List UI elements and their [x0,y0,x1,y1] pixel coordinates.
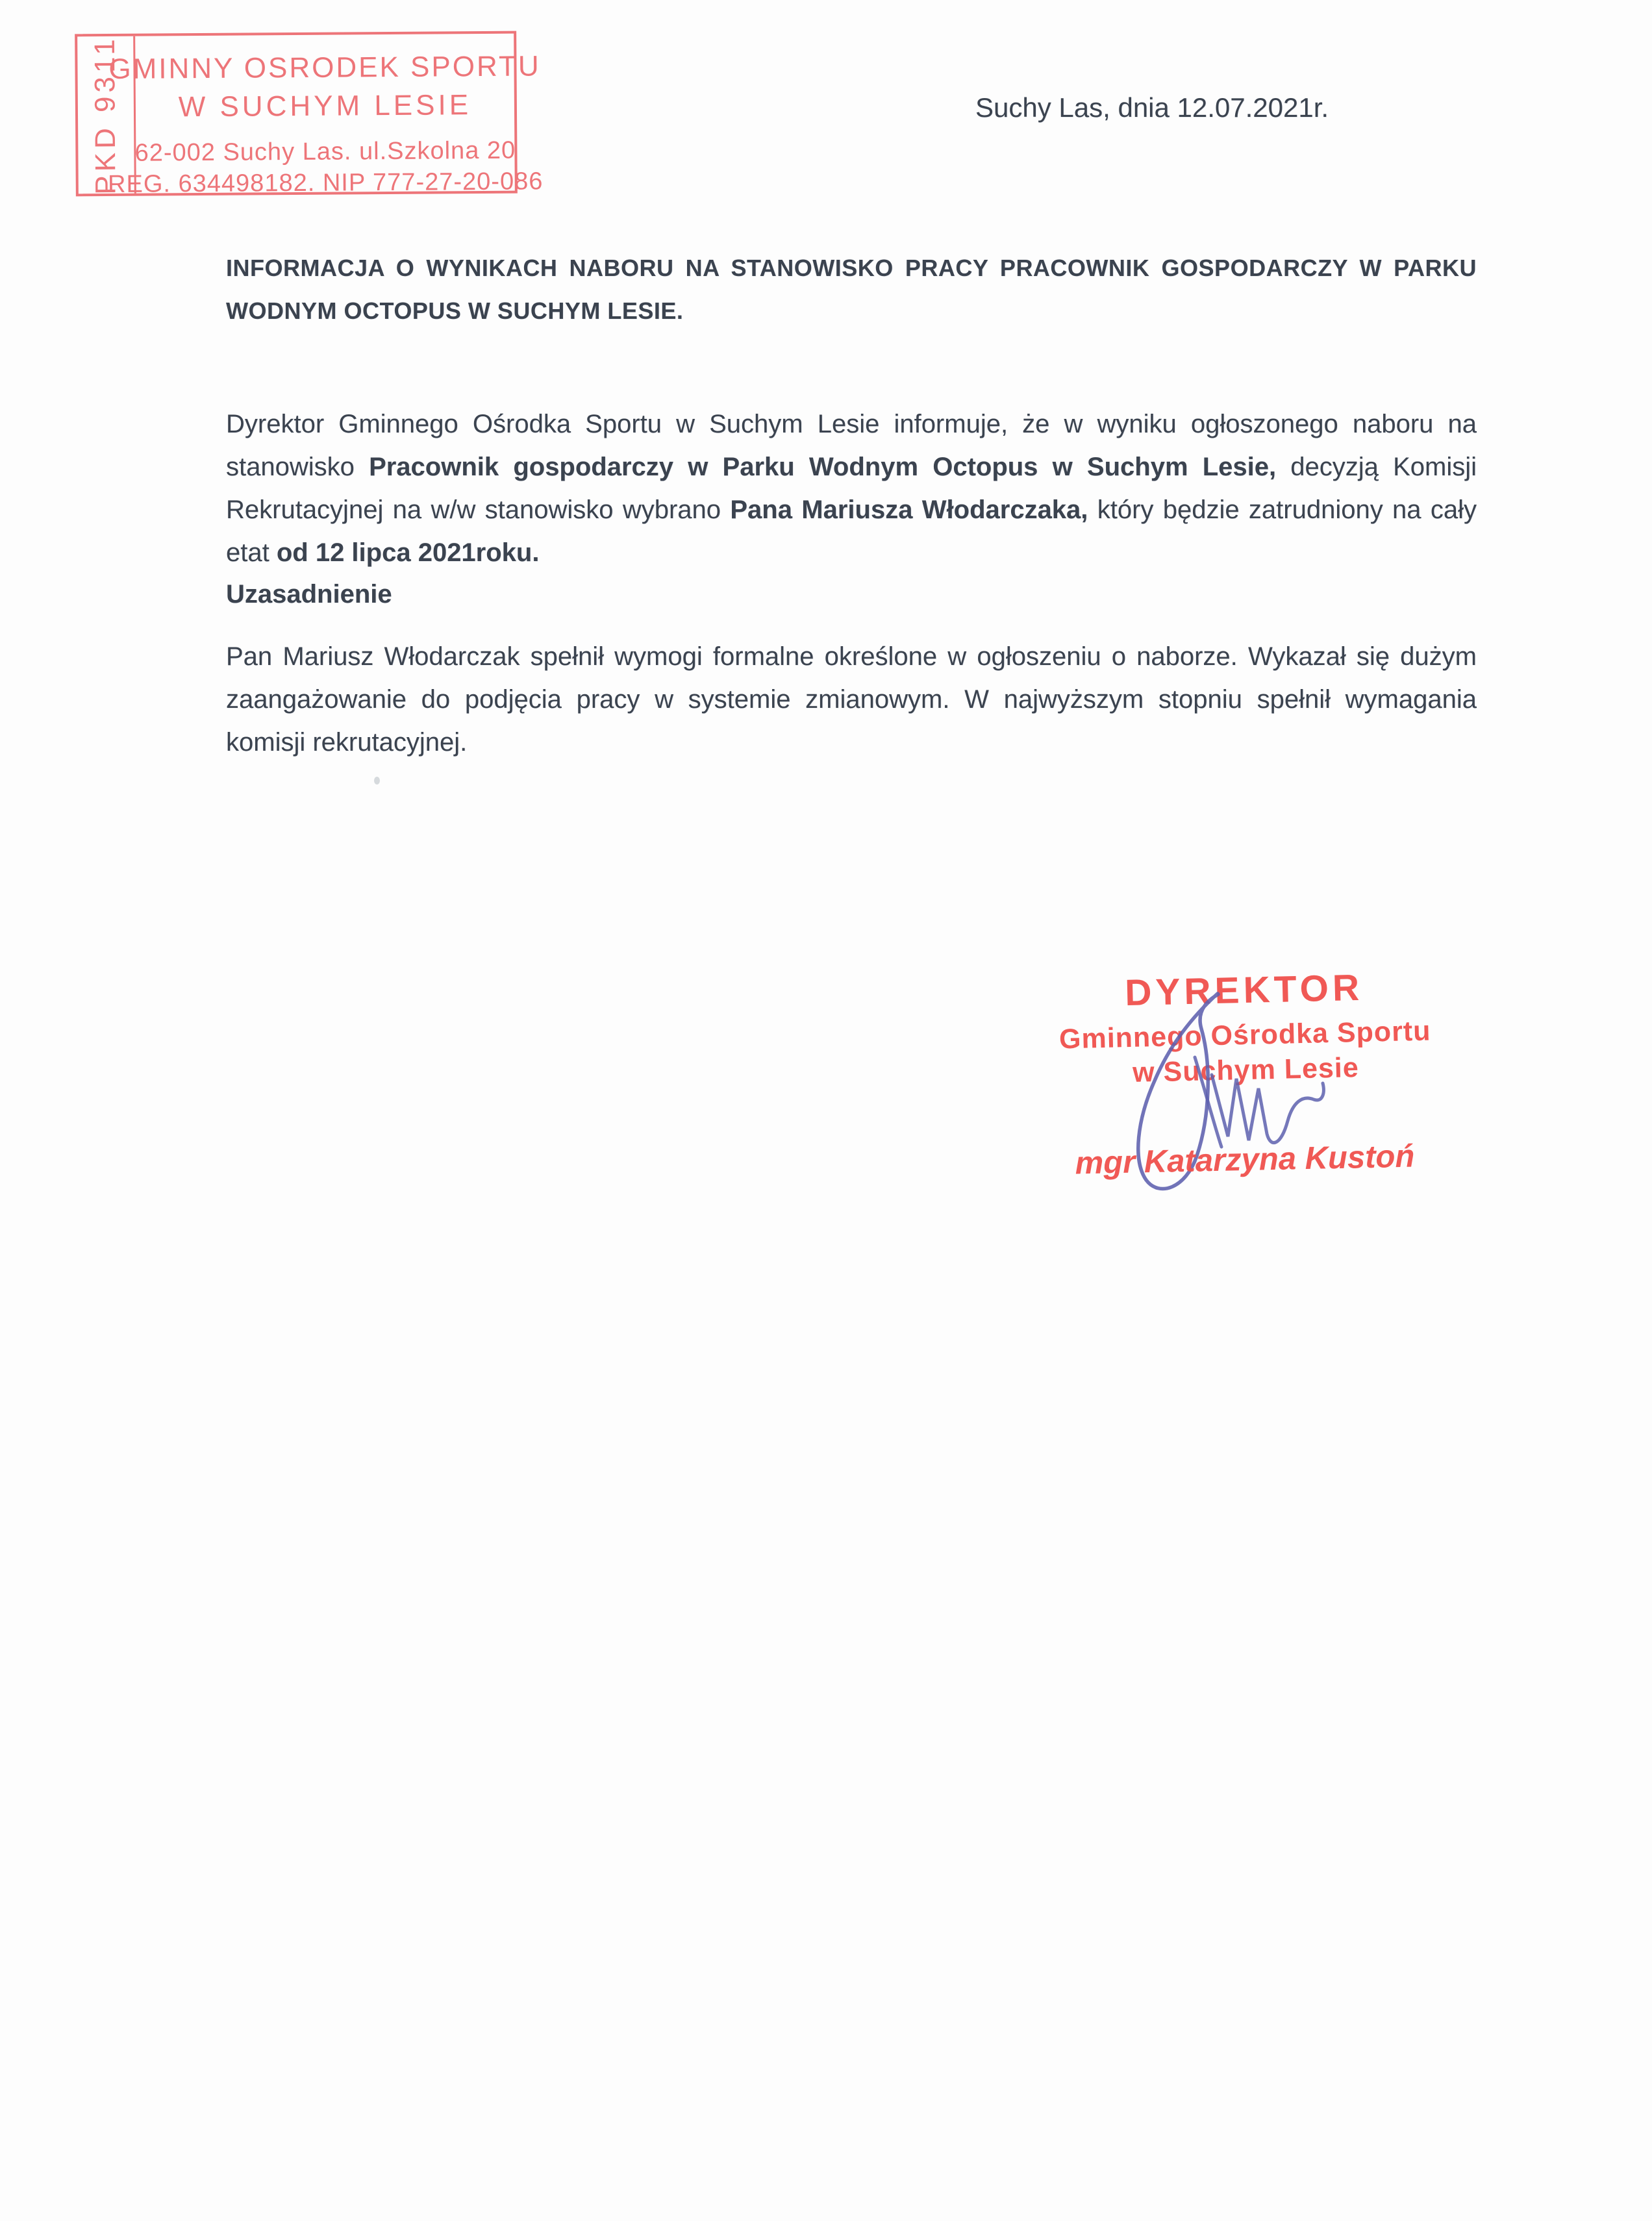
director-stamp-title: DYREKTOR [1124,966,1364,1014]
pkd-code-text: PKD 9311 [89,35,122,195]
director-stamp-org: Gminnego Ośrodka Sportu [1058,1015,1431,1055]
p1-text-1: Dyrektor Gminnego Ośrodka Sportu w Suchym Lesie informuje, że w wyniku ogłoszonego naboru na stanowisko [226,410,1477,481]
office-stamp [75,31,544,199]
paragraph-announcement [226,403,1477,574]
p1-text-2: decyzją Komisji Rekrutacyjnej na w/w stanowisko wybrano [226,453,1477,524]
office-stamp-body [107,34,544,199]
section-heading-uzasadnienie: Uzasadnienie [226,580,392,609]
p1-name-bold: Pana Mariusza Włodarczaka, [730,496,1088,524]
p1-date-bold: od 12 lipca 2021roku. [276,538,540,567]
director-stamp-place: w Suchym Lesie [1132,1052,1360,1088]
scan-speck [374,777,380,784]
signature-zigzag [1195,1057,1323,1147]
stamp-address: 62-002 Suchy Las. ul.Szkolna 20 [134,136,516,167]
stamp-org-line1: GMINNY OSRODEK SPORTU [108,50,541,86]
stamp-reg-nip: REG. 634498182. NIP 777-27-20-086 [107,168,544,199]
date-line: Suchy Las, dnia 12.07.2021r. [975,92,1329,123]
signer-name: mgr Katarzyna Kustoń [1075,1138,1415,1181]
p1-text-3: który będzie zatrudniony na cały etat [226,496,1477,567]
paragraph-justification: Pan Mariusz Włodarczak spełnił wymogi formalne określone w ogłoszeniu o naborze. Wykazał się dużym zaangażowanie do podjęcia pracy w systemie zmianowym. W najwyższym stopniu spełnił wymagania komisji rekrutacyjnej. [226,642,1477,757]
stamp-org-line2: W SUCHYM LESIE [178,89,472,123]
document-title: INFORMACJA O WYNIKACH NABORU NA STANOWISKO PRACY PRACOWNIK GOSPODARCZY W PARKU WODNYM OCTOPUS W SUCHYM LESIE. [226,255,1477,324]
p1-position-bold: Pracownik gospodarczy w Parku Wodnym Octopus w Suchym Lesie, [369,453,1277,481]
